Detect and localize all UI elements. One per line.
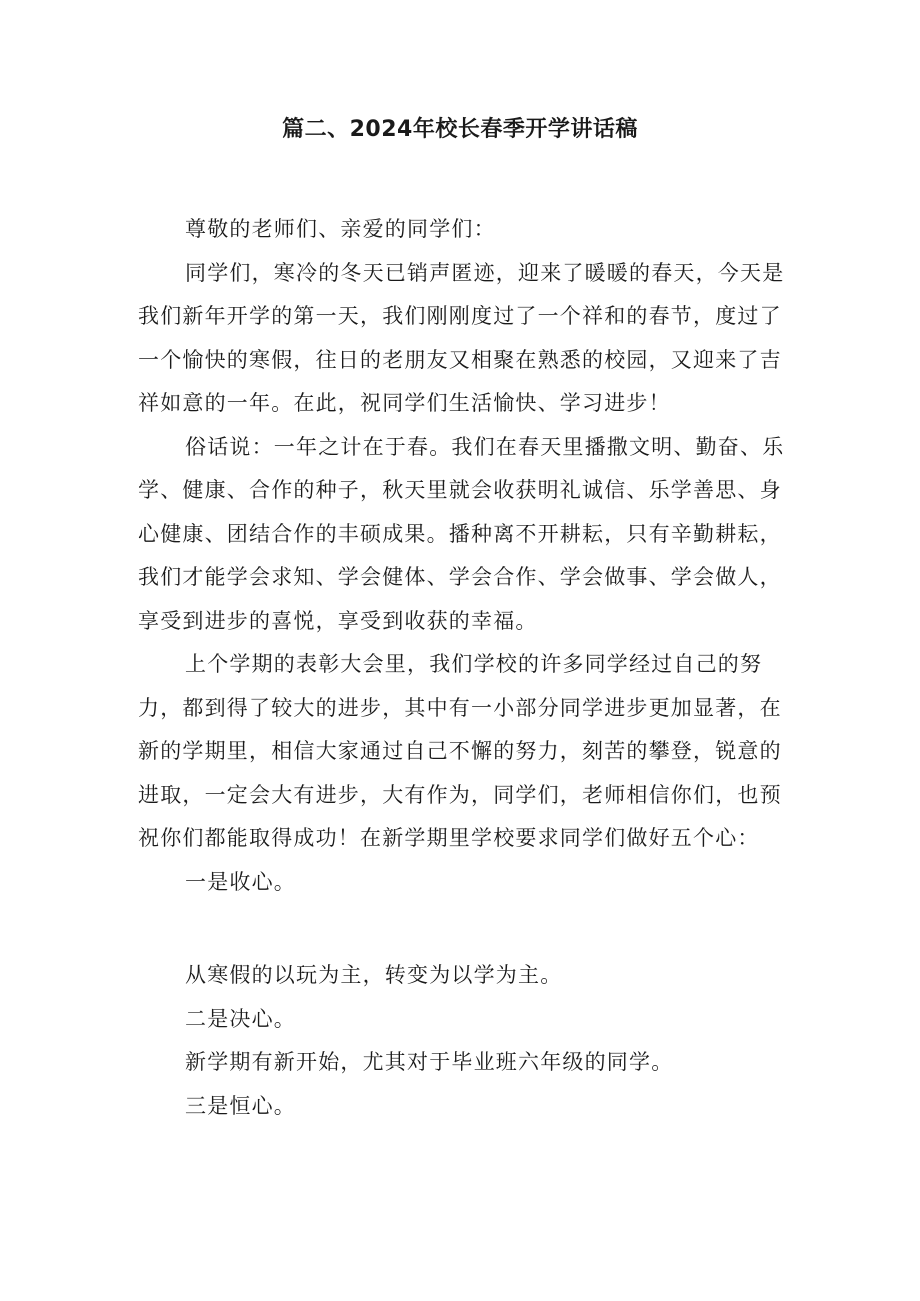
- paragraph-opening: 同学们，寒冷的冬天已销声匿迹，迎来了暖暖的春天，今天是我们新年开学的第一天，我们刚刚度过了一个祥和的春节，度过了一个愉快的寒假，往日的老朋友又相聚在熟悉的校园，又迎来了吉祥如意的一年。在此，祝同学们生活愉快、学习进步！: [138, 260, 785, 415]
- paragraph-point-one: 一是收心。: [185, 869, 296, 894]
- document-body: [138, 208, 798, 1128]
- paragraph-last-semester: 上个学期的表彰大会里，我们学校的许多同学经过自己的努力，都到得了较大的进步，其中有一小部分同学进步更加显著，在新的学期里，相信大家通过自己不懈的努力，刻苦的攀登，锐意的进取，一定会大有进步，大有作为，同学们，老师相信你们，也预祝你们都能取得成功！在新学期里学校要求同学们做好五个心：: [138, 652, 782, 850]
- paragraph-point-three: 三是恒心。: [185, 1093, 296, 1118]
- paragraph-point-one-detail: 从寒假的以玩为主，转变为以学为主。: [185, 963, 563, 987]
- paragraph-spring-saying: 俗话说：一年之计在于春。我们在春天里播撒文明、勤奋、乐学、健康、合作的种子，秋天里就会收获明礼诚信、乐学善思、身心健康、团结合作的丰硕成果。播种离不开耕耘，只有辛勤耕耘，我们才能学会求知、学会健体、学会合作、学会做事、学会做人，享受到进步的喜悦，享受到收获的幸福。: [138, 434, 785, 633]
- paragraph-point-two-detail: 新学期有新开始，尤其对于毕业班六年级的同学。: [185, 1050, 674, 1074]
- document-title: 篇二、2024年校长春季开学讲话稿: [282, 117, 638, 142]
- paragraph-salutation: 尊敬的老师们、亲爱的同学们：: [185, 217, 496, 241]
- paragraph-point-two: 二是决心。: [185, 1006, 296, 1031]
